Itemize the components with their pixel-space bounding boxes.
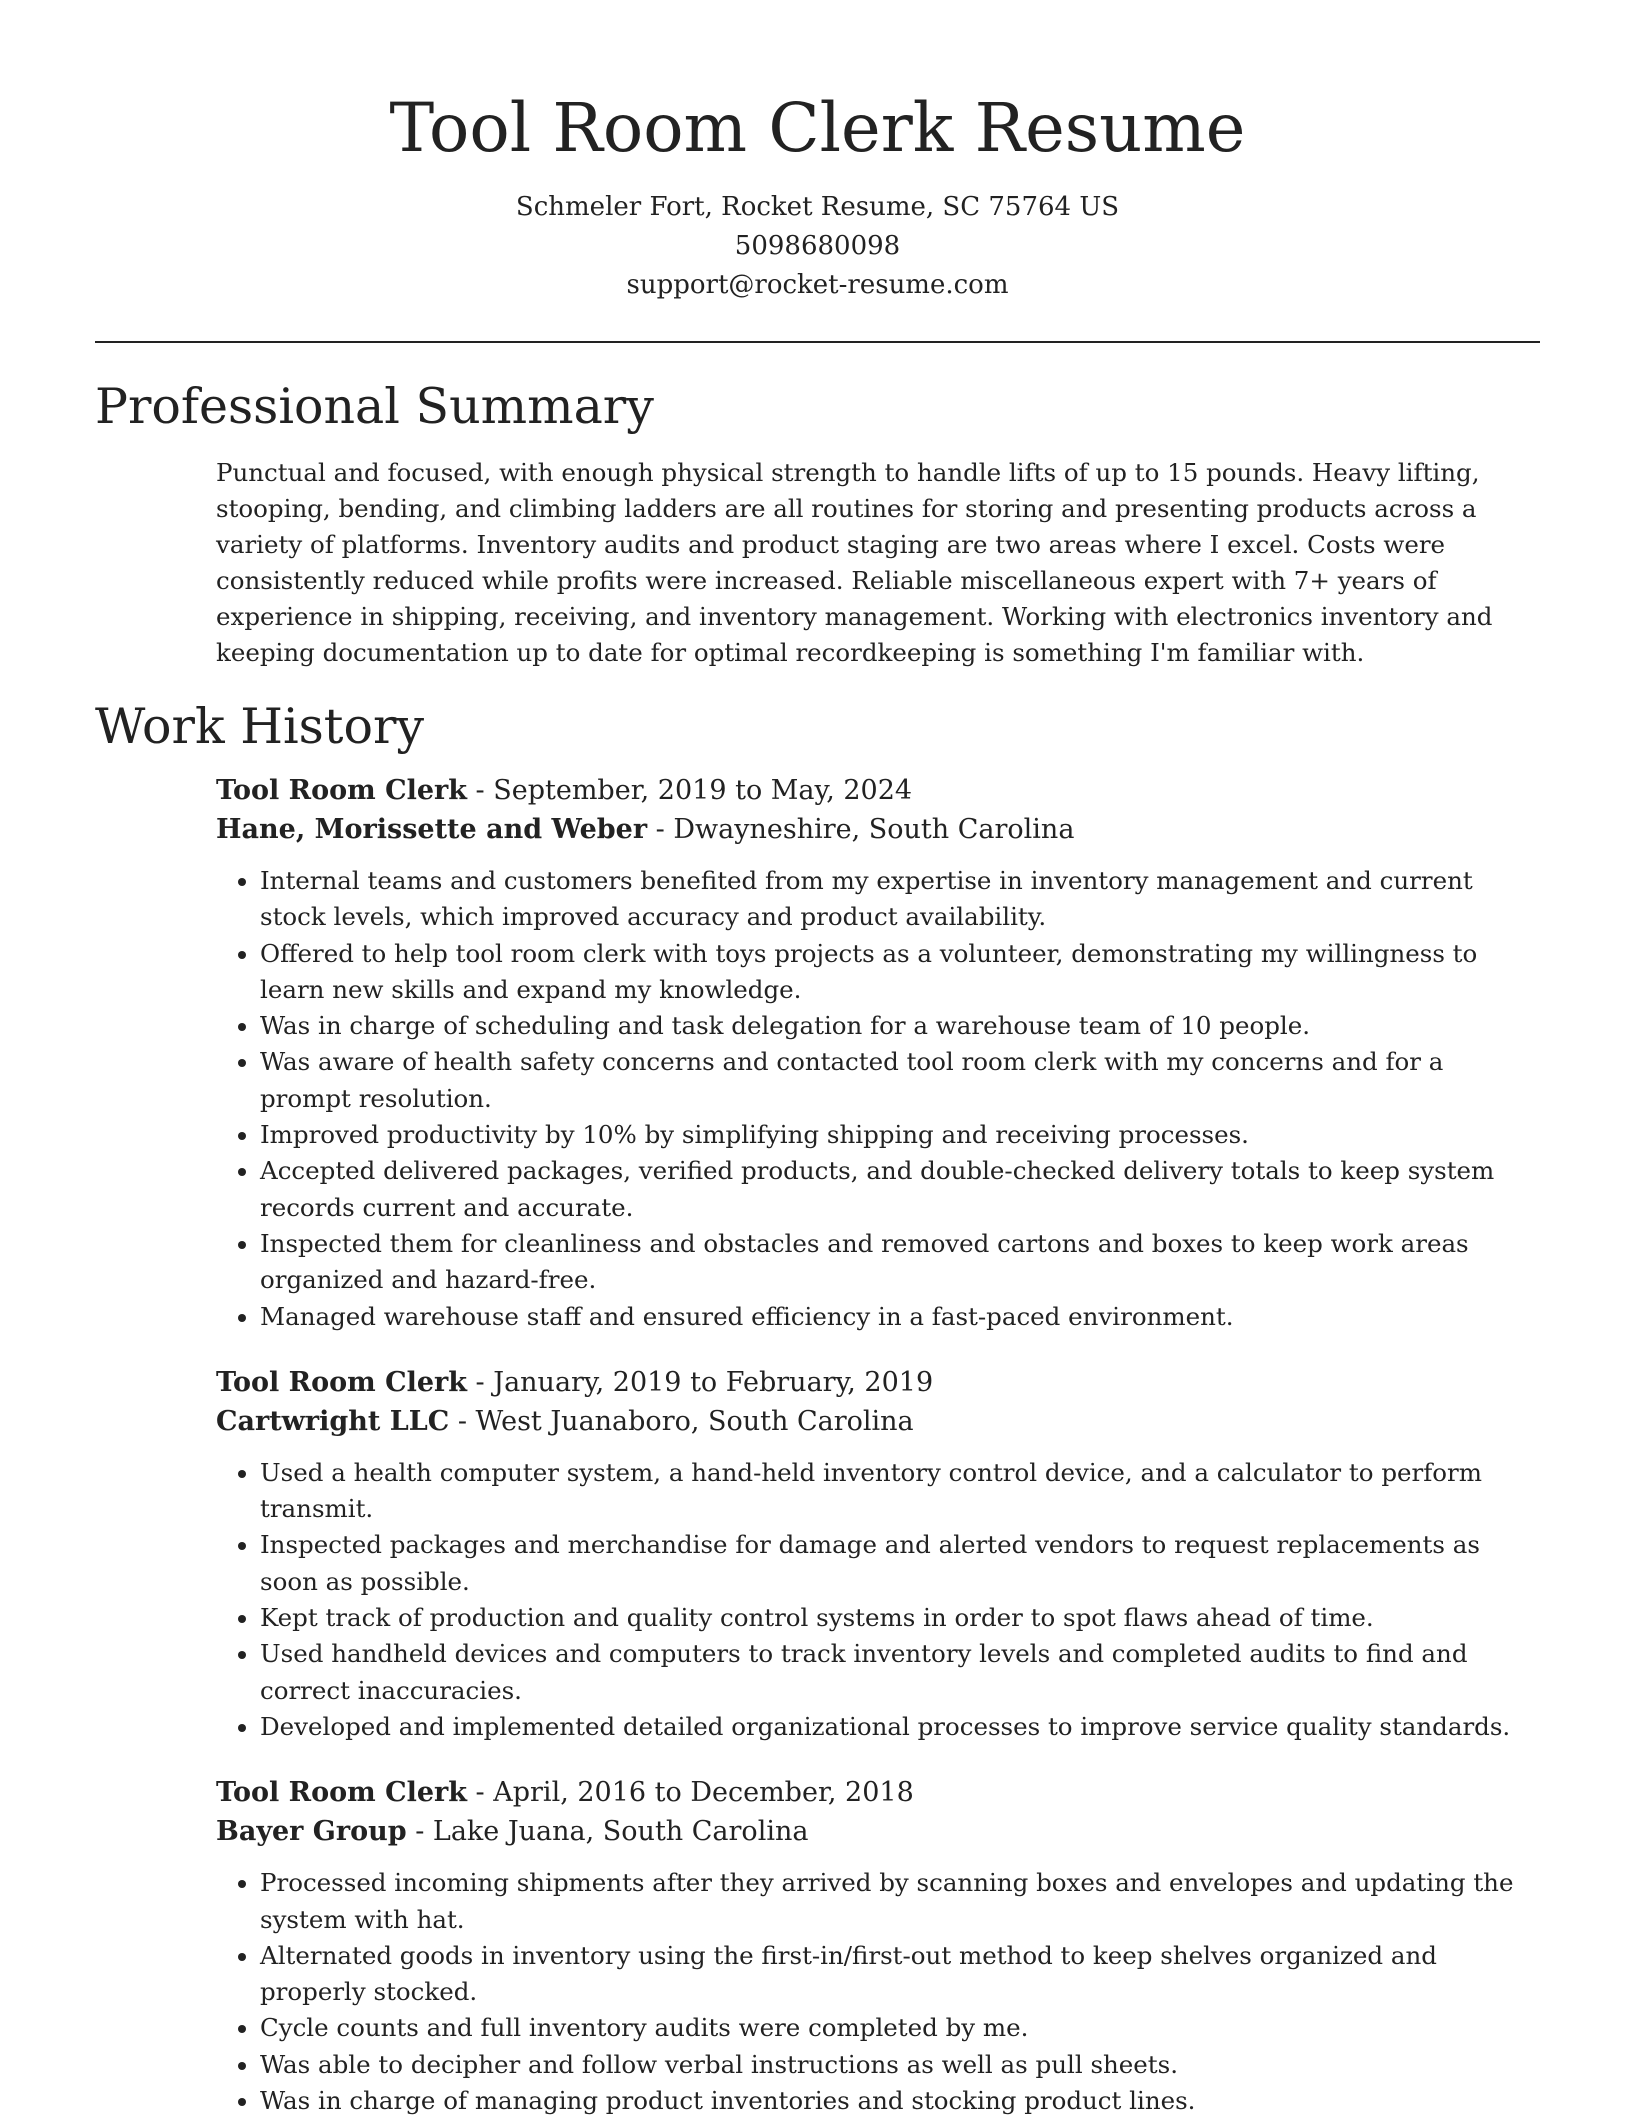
contact-email: support@rocket-resume.com: [626, 270, 1009, 300]
job-location: - Dwayneshire, South Carolina: [647, 814, 1075, 845]
job-bullets: [216, 863, 1540, 1335]
job-location: - Lake Juana, South Carolina: [406, 1816, 809, 1848]
job-bullets: [216, 1865, 1540, 2119]
job-bullet-item: • Used a health computer system, a hand-held inventory control device, and a calculator to perform transmit.: [260, 1455, 1540, 1528]
job-bullet-item: • Was able to decipher and follow verbal instructions as well as pull sheets.: [260, 2047, 1540, 2083]
job-company-line: [216, 1812, 1540, 1851]
job-company-line: [216, 1402, 1540, 1441]
summary-text: Punctual and focused, with enough physical strength to handle lifts of up to 15 pounds. Heavy lifting, stooping, bending, and climbing ladders are all routines for storing and presenting products across a variety of platforms. Inventory audits and product staging are two areas where I excel. Costs were consistently reduced while profits were increased. Reliable miscellaneous expert with 7+ years of experience in shipping, receiving, and inventory management. Working with electronics inventory and keeping documentation up to date for optimal recordkeeping is something I'm familiar with.: [216, 458, 1493, 667]
job-bullets: [216, 1455, 1540, 1745]
job-role-line: [216, 1363, 1540, 1402]
summary-heading: Professional Summary: [95, 378, 654, 435]
job-role: Tool Room Clerk: [216, 1777, 467, 1809]
job-bullet-item: • Improved productivity by 10% by simplifying shipping and receiving processes.: [260, 1117, 1540, 1153]
job-bullet-item: • Cycle counts and full inventory audits were completed by me.: [260, 2010, 1540, 2046]
job-bullet-item: • Kept track of production and quality control systems in order to spot flaws ahead of time.: [260, 1600, 1540, 1636]
job-bullet-item: • Inspected packages and merchandise for damage and alerted vendors to request replacements as soon as possible.: [260, 1527, 1540, 1600]
contact-phone: 5098680098: [734, 231, 901, 261]
job-bullet-item: • Used handheld devices and computers to track inventory levels and completed audits to find and correct inaccuracies.: [260, 1636, 1540, 1709]
job-bullet-item: • Internal teams and customers benefited from my expertise in inventory management and current stock levels, which improved accuracy and product availability.: [260, 863, 1540, 936]
job-dates: - January, 2019 to February, 2019: [466, 1366, 934, 1398]
work-history-list: [95, 771, 1540, 2119]
job-location: - West Juanaboro, South Carolina: [449, 1405, 914, 1437]
contact-address: Schmeler Fort, Rocket Resume, SC 75764 US: [515, 192, 1120, 222]
job-bullet-item: • Was aware of health safety concerns and contacted tool room clerk with my concerns and for a prompt resolution.: [260, 1044, 1540, 1117]
job-bullet-item: • Accepted delivered packages, verified products, and double-checked delivery totals to keep system records current and accurate.: [260, 1153, 1540, 1226]
job-bullet-item: • Offered to help tool room clerk with toys projects as a volunteer, demonstrating my willingness to learn new skills and expand my knowledge.: [260, 936, 1540, 1009]
job-bullet-item: • Inspected them for cleanliness and obstacles and removed cartons and boxes to keep work areas organized and hazard-free.: [260, 1226, 1540, 1299]
contact-info: [95, 188, 1540, 305]
job-bullet-item: • Was in charge of managing product inventories and stocking product lines.: [260, 2083, 1540, 2119]
job-role: Tool Room Clerk: [216, 775, 467, 806]
job-bullet-item: • Developed and implemented detailed organizational processes to improve service quality standards.: [260, 1709, 1540, 1745]
job-role: Tool Room Clerk: [216, 1366, 467, 1398]
job-company: Hane, Morissette and Weber: [216, 814, 648, 845]
job-dates: - September, 2019 to May, 2024: [466, 775, 913, 806]
job-entry: [216, 771, 1540, 1335]
job-bullet-item: • Was in charge of scheduling and task delegation for a warehouse team of 10 people.: [260, 1008, 1540, 1044]
work-history-heading: Work History: [95, 698, 425, 755]
job-role-line: [216, 1773, 1540, 1812]
job-role-line: [216, 771, 1540, 810]
job-bullet-item: • Managed warehouse staff and ensured efficiency in a fast-paced environment.: [260, 1299, 1540, 1335]
job-company: Cartwright LLC: [216, 1405, 450, 1437]
job-company-line: [216, 810, 1540, 849]
header-divider: [95, 341, 1540, 343]
job-company: Bayer Group: [216, 1816, 407, 1848]
job-bullet-item: • Processed incoming shipments after they arrived by scanning boxes and envelopes and updating the system with hat.: [260, 1865, 1540, 1938]
job-dates: - April, 2016 to December, 2018: [466, 1777, 914, 1809]
job-entry: [216, 1773, 1540, 2119]
job-entry: [216, 1363, 1540, 1745]
resume-title: Tool Room Clerk Resume: [389, 89, 1246, 167]
job-bullet-item: • Alternated goods in inventory using the first-in/first-out method to keep shelves organized and properly stocked.: [260, 1938, 1540, 2011]
resume-page: [95, 0, 1540, 2119]
